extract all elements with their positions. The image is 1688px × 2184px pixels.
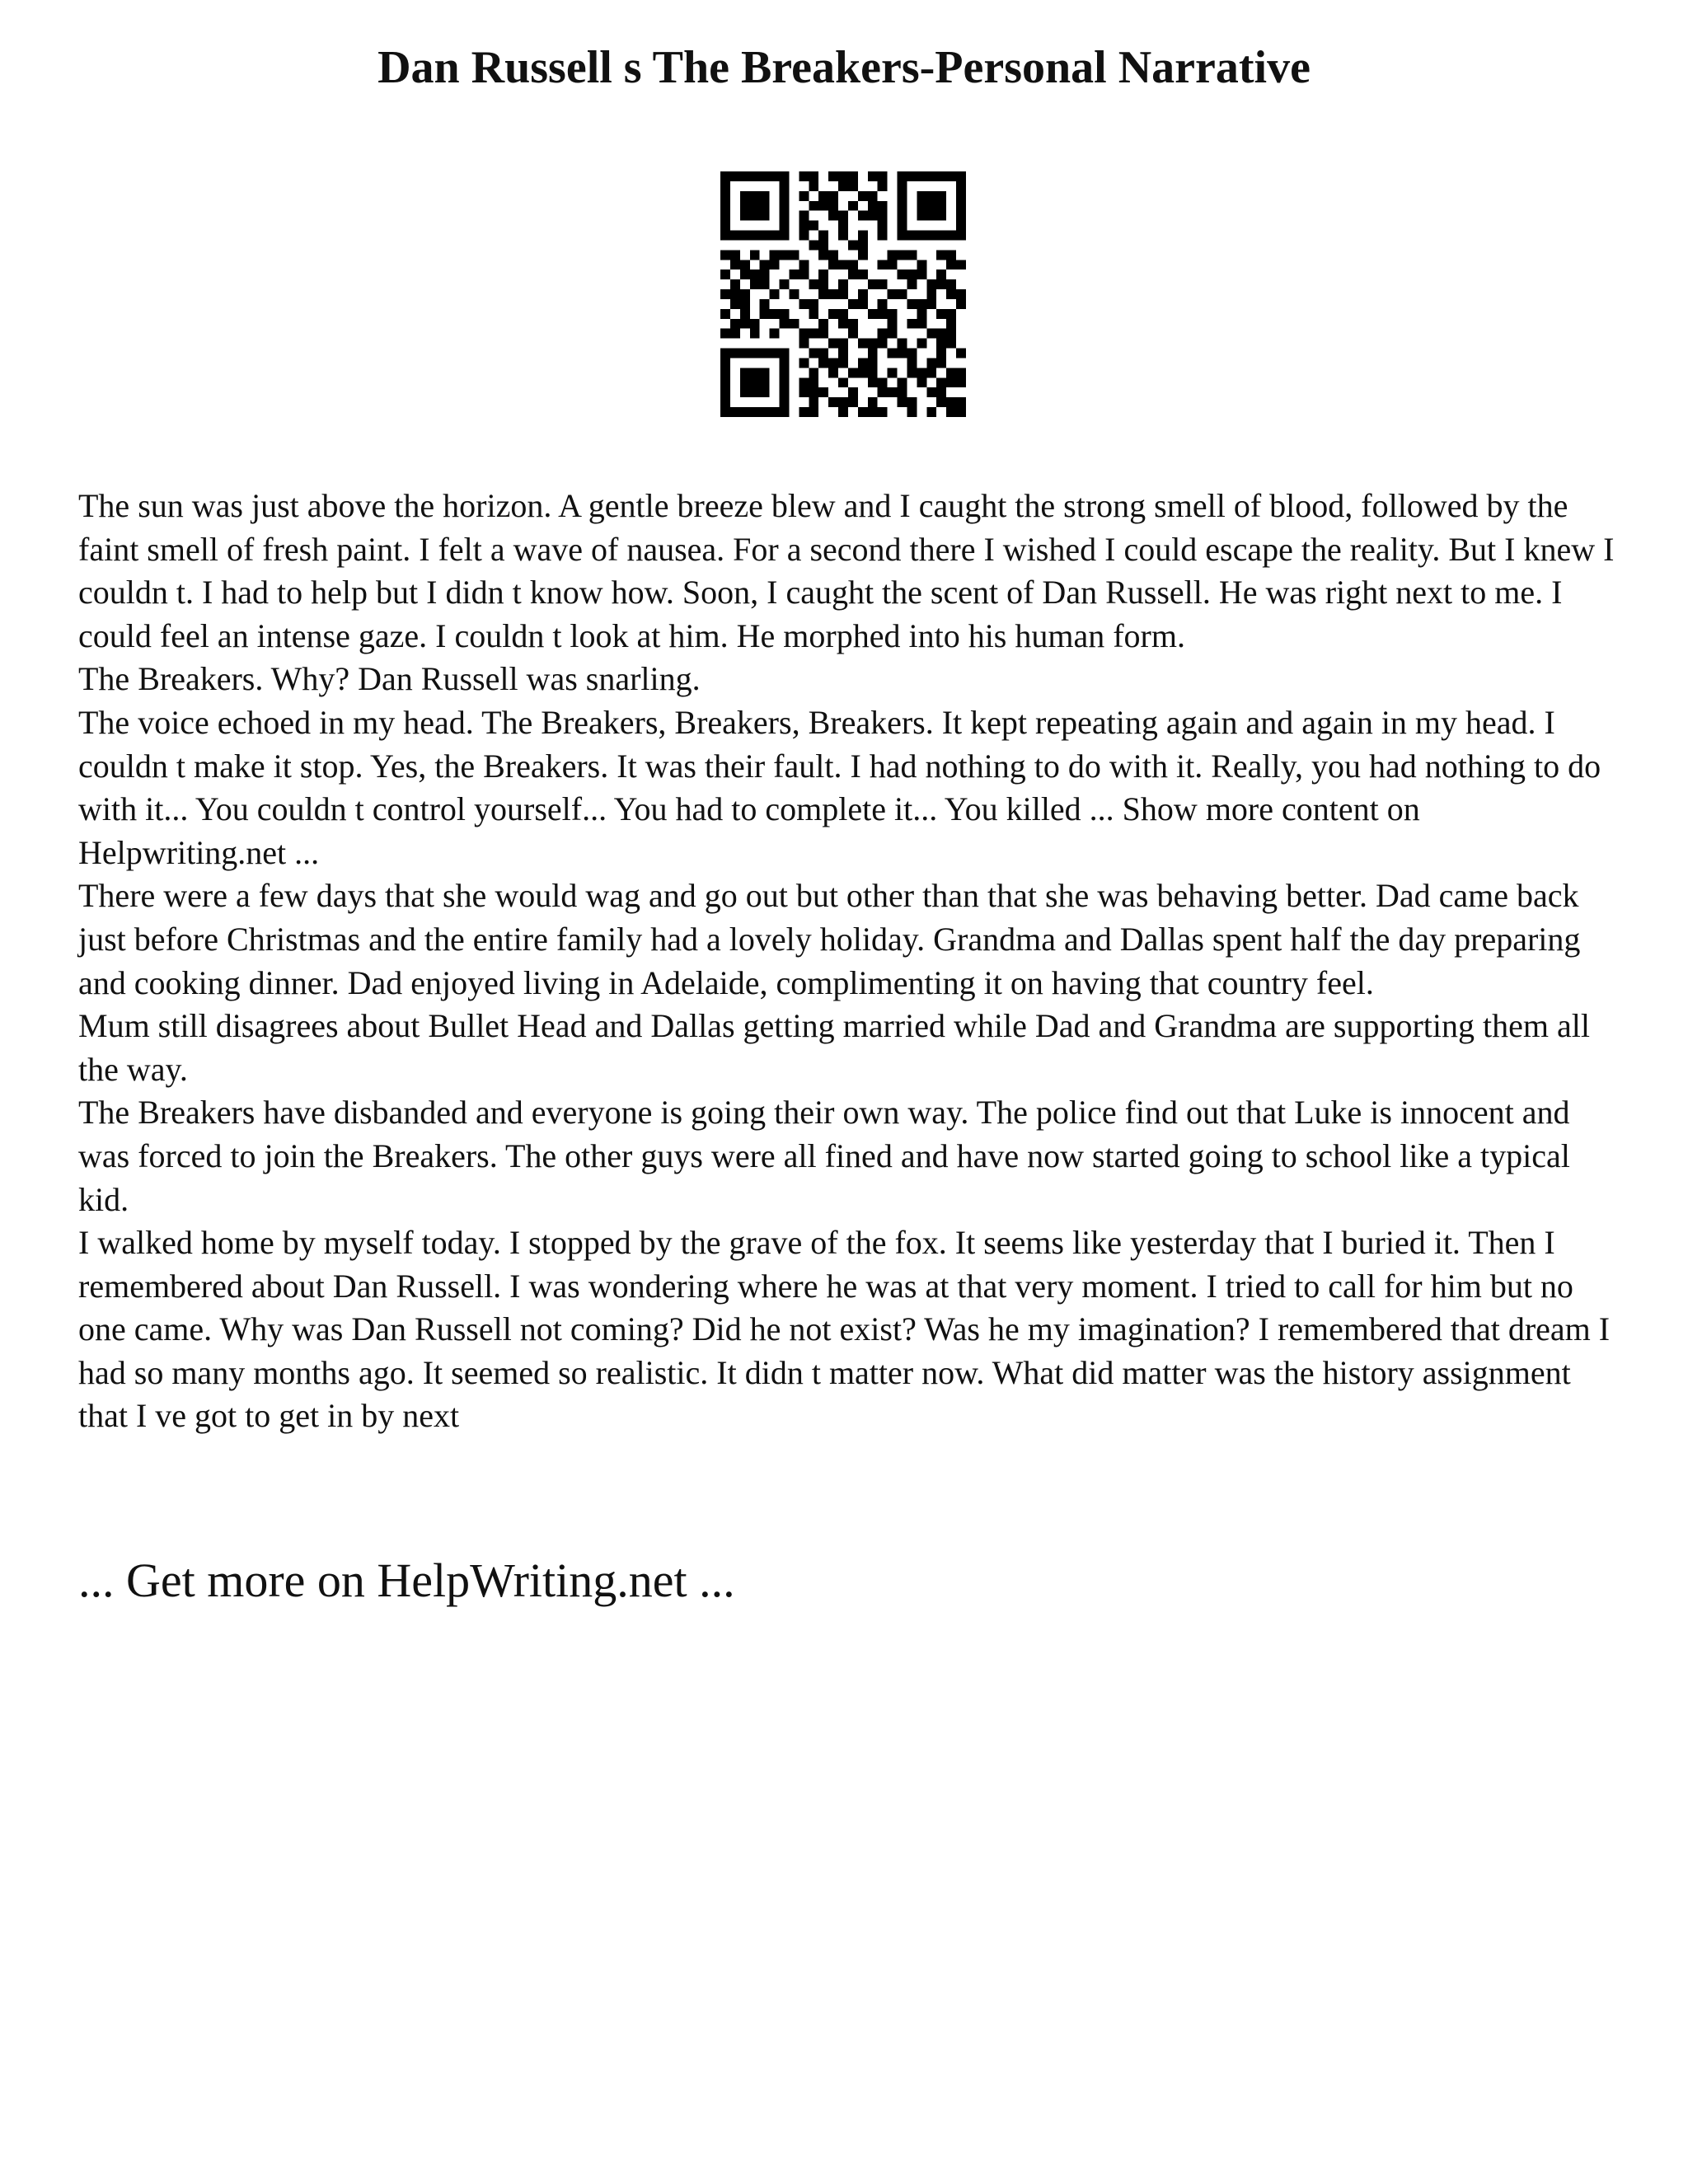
body-paragraph: The Breakers. Why? Dan Russell was snarling. [78,660,701,698]
body-paragraph: Mum still disagrees about Bullet Head and Dallas getting married while Dad and Grandma are supporting them all the way. [78,1007,1590,1088]
body-paragraph: I walked home by myself today. I stopped by the grave of the fox. It seems like yesterday that I buried it. Then I remembered about Dan Russell. I was wondering where he was at that very moment. I tried to call for him but no one came. Why was Dan Russell not coming? Did he not exist? Was he my imagination? I remembered that dream I had so many months ago. It seemed so realistic. It didn t matter now. What did matter was the history assignment that I ve got to get in by next [78,1224,1611,1435]
body-paragraph: The voice echoed in my head. The Breakers, Breakers, Breakers. It kept repeating again and again in my head. I couldn t make it stop. Yes, the Breakers. It was their fault. I had nothing to do with it. Really, you had nothing to do with it... You couldn t control yourself... You had to complete it... You killed ... Show more content on Helpwriting.net ... [78,703,1601,871]
qr-code-icon[interactable] [720,171,966,417]
narrative-body [78,485,1628,1438]
page-title: Dan Russell s The Breakers-Personal Narrative [377,42,1311,93]
body-paragraph: The sun was just above the horizon. A gentle breeze blew and I caught the strong smell of blood, followed by the faint smell of fresh paint. I felt a wave of nausea. For a second there I wished I could escape the reality. But I knew I couldn t. I had to help but I didn t know how. Soon, I caught the scent of Dan Russell. He was right next to me. I could feel an intense gaze. I couldn t look at him. He morphed into his human form. [78,487,1615,654]
body-paragraph: The Breakers have disbanded and everyone is going their own way. The police find out that Luke is innocent and was forced to join the Breakers. The other guys were all fined and have now started going to school like a typical kid. [78,1094,1570,1218]
body-paragraph: There were a few days that she would wag and go out but other than that she was behaving better. Dad came back just before Christmas and the entire family had a lovely holiday. Grandma and Dallas spent half the day preparing and cooking dinner. Dad enjoyed living in Adelaide, complimenting it on having that country feel. [78,877,1581,1001]
get-more-link[interactable]: ... Get more on HelpWriting.net ... [78,1554,735,1607]
